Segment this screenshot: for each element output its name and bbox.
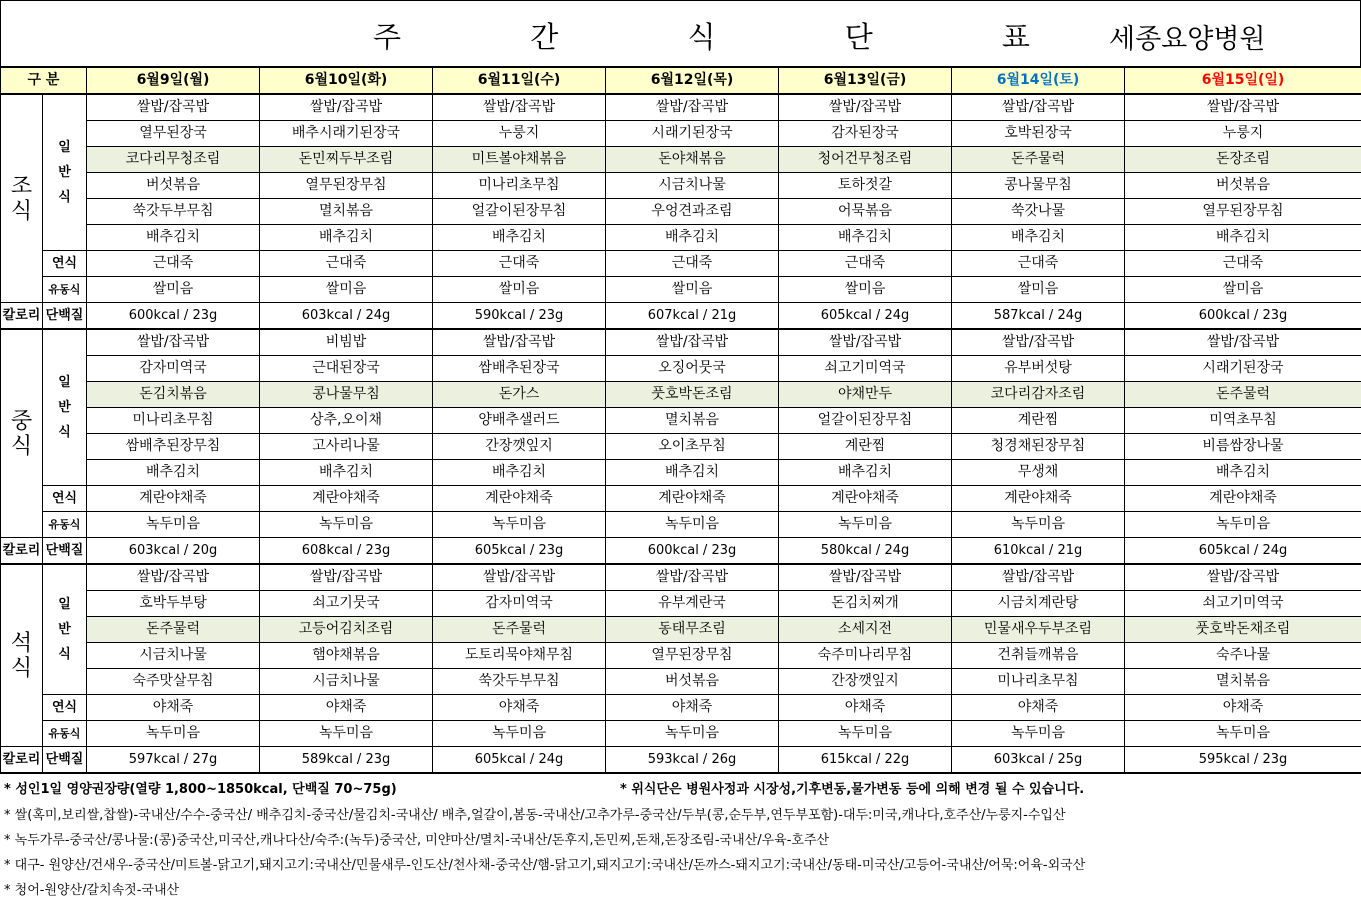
soft-row [1,695,1361,721]
dish-cell: 배추김치 [606,225,779,251]
header-label: 구 분 [1,67,87,94]
nutrition-cell: 605kcal / 24g [779,303,952,330]
liquid-row [1,512,1361,538]
menu-row [1,617,1361,643]
menu-row [1,434,1361,460]
dish-cell: 녹두미음 [606,512,779,538]
nutrition-cell: 603kcal / 25g [952,747,1125,774]
dish-cell: 쌀밥/잡곡밥 [260,564,433,591]
protein-label: 단백질 [43,303,87,330]
dish-cell: 쌀미음 [433,277,606,303]
day-header: 6월14일(토) [952,67,1125,94]
dish-cell: 녹두미음 [779,721,952,747]
dish-cell: 야채만두 [779,382,952,408]
nutrition-row [1,538,1361,565]
menu-row [1,356,1361,382]
dish-cell: 쌀밥/잡곡밥 [606,564,779,591]
dish-cell: 쌀밥/잡곡밥 [779,94,952,121]
dish-cell: 쌀미음 [87,277,260,303]
nutrition-cell: 590kcal / 23g [433,303,606,330]
dish-cell: 청어건무청조림 [779,147,952,173]
nutrition-cell: 600kcal / 23g [1125,303,1361,330]
dish-cell: 도토리묵야채무침 [433,643,606,669]
dish-cell: 우엉견과조림 [606,199,779,225]
dish-cell: 야채죽 [260,695,433,721]
menu-row [1,460,1361,486]
origin-note: * 청어-원양산/갈치속젓-국내산 [4,883,180,898]
dish-cell: 감자미역국 [433,591,606,617]
dish-cell: 청경채된장무침 [952,434,1125,460]
dish-cell: 간장깻잎지 [433,434,606,460]
dish-cell: 유부버섯탕 [952,356,1125,382]
dish-cell: 배추김치 [87,460,260,486]
dish-cell: 버섯볶음 [606,669,779,695]
dish-cell: 쌀밥/잡곡밥 [952,94,1125,121]
menu-row [1,225,1361,251]
dish-cell: 쌀미음 [779,277,952,303]
dish-cell: 쌀밥/잡곡밥 [779,329,952,356]
soft-label: 연식 [43,695,87,721]
dish-cell: 쌀밥/잡곡밥 [87,94,260,121]
dish-cell: 소세지전 [779,617,952,643]
dish-cell: 시금치나물 [260,669,433,695]
dish-cell: 배추김치 [260,225,433,251]
day-header: 6월15일(일) [1125,67,1361,94]
dish-cell: 열무된장무침 [260,173,433,199]
dish-cell: 미역초무침 [1125,408,1361,434]
dish-cell: 배추김치 [433,225,606,251]
dish-cell: 녹두미음 [87,512,260,538]
dish-cell: 배추시래기된장국 [260,121,433,147]
menu-row [1,121,1361,147]
origin-note: * 쌀(혹미,보리쌀,찹쌀)-국내산/수수-중국산/ 배추김치-중국산/물김치-국내산/ 배추,얼갈이,봄동-국내산/고추가루-중국산/두부(콩,순두부,연두부포함)-대두:미국,캐나다,호주산/누룽지-수입산 [4,808,1066,823]
dish-cell: 누룽지 [1125,121,1361,147]
nutrition-cell: 603kcal / 24g [260,303,433,330]
dish-cell: 감자된장국 [779,121,952,147]
dish-cell: 쌀미음 [606,277,779,303]
dish-cell: 녹두미음 [952,721,1125,747]
dish-cell: 계란야채죽 [1125,486,1361,512]
dish-cell: 미나리초무침 [433,173,606,199]
dish-cell: 열무된장무침 [1125,199,1361,225]
soft-label: 연식 [43,486,87,512]
dish-cell: 비름쌈장나물 [1125,434,1361,460]
dish-cell: 계란찜 [952,408,1125,434]
dish-cell: 쌀밥/잡곡밥 [1125,564,1361,591]
dish-cell: 무생채 [952,460,1125,486]
nutrition-cell: 600kcal / 23g [606,538,779,565]
dish-cell: 쌀밥/잡곡밥 [606,94,779,121]
dish-cell: 돈김치볶음 [87,382,260,408]
dish-cell: 멸치볶음 [1125,669,1361,695]
title-area [0,0,1361,66]
dish-cell: 쌈배추된장무침 [87,434,260,460]
day-header: 6월11일(수) [433,67,606,94]
dish-cell: 쌀미음 [260,277,433,303]
dish-cell: 계란찜 [779,434,952,460]
recommend-note: * 성인1일 영양권장량(열량 1,800~1850kcal, 단백질 70~75g) [4,782,397,797]
dish-cell: 미나리초무침 [952,669,1125,695]
nutrition-cell: 587kcal / 24g [952,303,1125,330]
dish-cell: 콩나물무침 [260,382,433,408]
dish-cell: 돈주물럭 [1125,382,1361,408]
dish-cell: 버섯볶음 [1125,173,1361,199]
dish-cell: 어묵볶음 [779,199,952,225]
soft-row [1,251,1361,277]
dish-cell: 녹두미음 [433,721,606,747]
menu-row [1,173,1361,199]
dish-cell: 녹두미음 [1125,721,1361,747]
dish-cell: 녹두미음 [87,721,260,747]
dish-cell: 쇠고기미역국 [779,356,952,382]
soft-label: 연식 [43,251,87,277]
menu-row [1,147,1361,173]
day-header: 6월12일(목) [606,67,779,94]
dish-cell: 배추김치 [1125,460,1361,486]
dish-cell: 햄야채볶음 [260,643,433,669]
dish-cell: 근대된장국 [260,356,433,382]
calorie-label: 칼로리 [1,538,43,565]
dish-cell: 돈장조림 [1125,147,1361,173]
menu-row [1,94,1361,121]
dish-cell: 야채죽 [952,695,1125,721]
dish-cell: 배추김치 [779,460,952,486]
menu-row [1,382,1361,408]
dish-cell: 시금치나물 [606,173,779,199]
dish-cell: 근대죽 [952,251,1125,277]
dish-cell: 쇠고기미역국 [1125,591,1361,617]
dish-cell: 배추김치 [952,225,1125,251]
dish-cell: 계란야채죽 [87,486,260,512]
dish-cell: 계란야채죽 [779,486,952,512]
dish-cell: 숙주미나리무침 [779,643,952,669]
nutrition-row [1,303,1361,330]
dish-cell: 녹두미음 [606,721,779,747]
dish-cell: 쌀밥/잡곡밥 [952,329,1125,356]
day-header: 6월10일(화) [260,67,433,94]
dish-cell: 누룽지 [433,121,606,147]
dish-cell: 근대죽 [779,251,952,277]
dish-cell: 녹두미음 [260,512,433,538]
dish-cell: 돈주물럭 [433,617,606,643]
calorie-label: 칼로리 [1,303,43,330]
general-label: 일 반 식 [43,94,87,251]
dish-cell: 멸치볶음 [606,408,779,434]
dish-cell: 콩나물무침 [952,173,1125,199]
dish-cell: 배추김치 [606,460,779,486]
dish-cell: 쌀밥/잡곡밥 [433,94,606,121]
dish-cell: 쌀밥/잡곡밥 [952,564,1125,591]
dish-cell: 쌀밥/잡곡밥 [433,564,606,591]
nutrition-cell: 597kcal / 27g [87,747,260,774]
dish-cell: 녹두미음 [779,512,952,538]
protein-label: 단백질 [43,538,87,565]
dish-cell: 쌀밥/잡곡밥 [87,564,260,591]
menu-row [1,591,1361,617]
nutrition-cell: 580kcal / 24g [779,538,952,565]
meal-label: 조 식 [1,94,43,303]
nutrition-cell: 603kcal / 20g [87,538,260,565]
dish-cell: 시금치계란탕 [952,591,1125,617]
dish-cell: 돈주물럭 [952,147,1125,173]
dish-cell: 민물새우두부조림 [952,617,1125,643]
dish-cell: 배추김치 [1125,225,1361,251]
dish-cell: 야채죽 [606,695,779,721]
dish-cell: 계란야채죽 [606,486,779,512]
dish-cell: 미트볼야채볶음 [433,147,606,173]
dish-cell: 상추,오이채 [260,408,433,434]
dish-cell: 돈가스 [433,382,606,408]
dish-cell: 고사리나물 [260,434,433,460]
dish-cell: 쌀밥/잡곡밥 [779,564,952,591]
dish-cell: 쌀밥/잡곡밥 [260,94,433,121]
weekly-menu-table [0,66,1361,774]
dish-cell: 배추김치 [433,460,606,486]
liquid-label: 유동식 [43,277,87,303]
menu-row [1,329,1361,356]
protein-label: 단백질 [43,747,87,774]
day-header: 6월9일(월) [87,67,260,94]
nutrition-cell: 605kcal / 24g [1125,538,1361,565]
dish-cell: 고등어김치조림 [260,617,433,643]
dish-cell: 호박두부탕 [87,591,260,617]
general-label: 일 반 식 [43,564,87,695]
dish-cell: 쌀미음 [1125,277,1361,303]
dish-cell: 계란야채죽 [260,486,433,512]
page-title: 주 간 식 단 표 [373,20,1090,54]
dish-cell: 쌀밥/잡곡밥 [87,329,260,356]
dish-cell: 코다리감자조림 [952,382,1125,408]
dish-cell: 버섯볶음 [87,173,260,199]
dish-cell: 쌀밥/잡곡밥 [433,329,606,356]
dish-cell: 근대죽 [1125,251,1361,277]
dish-cell: 미나리초무침 [87,408,260,434]
origin-note: * 대구- 원양산/건새우-중국산/미트볼-닭고기,돼지고기:국내산/민물새루-인도산/천사채-중국산/햄-닭고기,돼지고기:국내산/돈까스-돼지고기:국내산/동태-미국산/고등어-국내산/어묵:어육-외국산 [4,858,1086,873]
dish-cell: 돈주물럭 [87,617,260,643]
nutrition-cell: 593kcal / 26g [606,747,779,774]
dish-cell: 녹두미음 [952,512,1125,538]
dish-cell: 배추김치 [87,225,260,251]
dish-cell: 쌀밥/잡곡밥 [1125,94,1361,121]
meal-label: 중 식 [1,329,43,538]
dish-cell: 계란야채죽 [433,486,606,512]
dish-cell: 야채죽 [1125,695,1361,721]
dish-cell: 시금치나물 [87,643,260,669]
dish-cell: 배추김치 [260,460,433,486]
dish-cell: 얼갈이된장무침 [433,199,606,225]
nutrition-cell: 605kcal / 24g [433,747,606,774]
menu-row [1,199,1361,225]
dish-cell: 열무된장무침 [606,643,779,669]
dish-cell: 오징어뭇국 [606,356,779,382]
nutrition-cell: 605kcal / 23g [433,538,606,565]
dish-cell: 시래기된장국 [1125,356,1361,382]
dish-cell: 쑥갓두부무침 [433,669,606,695]
dish-cell: 건취들깨볶음 [952,643,1125,669]
menu-row [1,564,1361,591]
dish-cell: 근대죽 [433,251,606,277]
liquid-label: 유동식 [43,512,87,538]
dish-cell: 쌈배추된장국 [433,356,606,382]
dish-cell: 녹두미음 [1125,512,1361,538]
menu-row [1,408,1361,434]
origin-note: * 녹두가루-중국산/콩나물:(콩)중국산,미국산,캐나다산/숙주:(녹두)중국산, 미얀마산/멸치-국내산/돈후지,돈민찌,돈채,돈장조림-국내산/우육-호주산 [4,833,830,848]
nutrition-row [1,747,1361,774]
dish-cell: 감자미역국 [87,356,260,382]
nutrition-cell: 600kcal / 23g [87,303,260,330]
nutrition-cell: 608kcal / 23g [260,538,433,565]
header-row [1,67,1361,94]
liquid-row [1,721,1361,747]
dish-cell: 멸치볶음 [260,199,433,225]
general-label: 일 반 식 [43,329,87,486]
dish-cell: 쌀밥/잡곡밥 [606,329,779,356]
dish-cell: 야채죽 [87,695,260,721]
dish-cell: 쑥갓두부무침 [87,199,260,225]
dish-cell: 풋호박돈조림 [606,382,779,408]
dish-cell: 비빔밥 [260,329,433,356]
dish-cell: 풋호박돈채조림 [1125,617,1361,643]
dish-cell: 야채죽 [433,695,606,721]
dish-cell: 쇠고기뭇국 [260,591,433,617]
dish-cell: 얼갈이된장무침 [779,408,952,434]
dish-cell: 녹두미음 [433,512,606,538]
dish-cell: 간장깻잎지 [779,669,952,695]
dish-cell: 호박된장국 [952,121,1125,147]
dish-cell: 돈야채볶음 [606,147,779,173]
dish-cell: 양배추샐러드 [433,408,606,434]
dish-cell: 코다리무청조림 [87,147,260,173]
dish-cell: 녹두미음 [260,721,433,747]
day-header: 6월13일(금) [779,67,952,94]
dish-cell: 돈김치찌개 [779,591,952,617]
menu-row [1,669,1361,695]
dish-cell: 시래기된장국 [606,121,779,147]
nutrition-cell: 589kcal / 23g [260,747,433,774]
soft-row [1,486,1361,512]
dish-cell: 야채죽 [779,695,952,721]
liquid-label: 유동식 [43,721,87,747]
dish-cell: 쌀미음 [952,277,1125,303]
dish-cell: 쑥갓나물 [952,199,1125,225]
dish-cell: 돈민찌두부조림 [260,147,433,173]
dish-cell: 쌀밥/잡곡밥 [1125,329,1361,356]
dish-cell: 열무된장국 [87,121,260,147]
change-note: * 위식단은 병원사정과 시장성,기후변동,물가변동 등에 의해 변경 될 수 있습니다. [620,782,1085,797]
calorie-label: 칼로리 [1,747,43,774]
menu-row [1,643,1361,669]
dish-cell: 근대죽 [606,251,779,277]
dish-cell: 동태무조림 [606,617,779,643]
nutrition-cell: 615kcal / 22g [779,747,952,774]
dish-cell: 계란야채죽 [952,486,1125,512]
nutrition-cell: 607kcal / 21g [606,303,779,330]
dish-cell: 숙주맛살무침 [87,669,260,695]
nutrition-cell: 610kcal / 21g [952,538,1125,565]
dish-cell: 근대죽 [87,251,260,277]
dish-cell: 배추김치 [779,225,952,251]
dish-cell: 숙주나물 [1125,643,1361,669]
hospital-name: 세종요양병원 [1109,24,1266,55]
meal-label: 석 식 [1,564,43,747]
dish-cell: 토하젓갈 [779,173,952,199]
dish-cell: 근대죽 [260,251,433,277]
liquid-row [1,277,1361,303]
dish-cell: 유부계란국 [606,591,779,617]
nutrition-cell: 595kcal / 23g [1125,747,1361,774]
dish-cell: 오이초무침 [606,434,779,460]
